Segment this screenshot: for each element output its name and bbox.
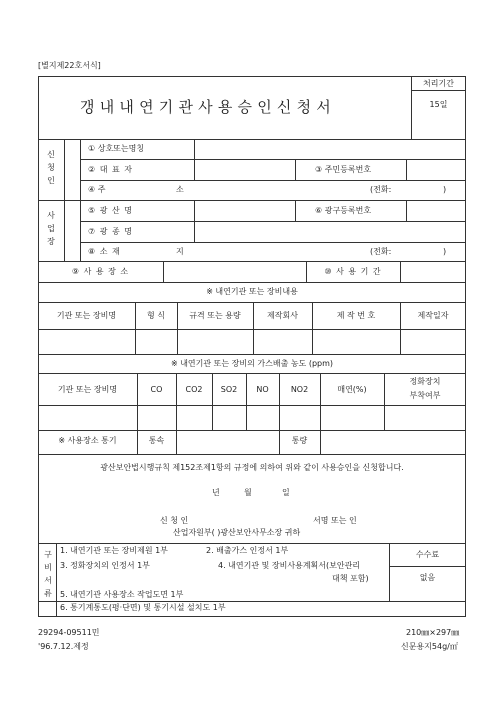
rule-430: [38, 430, 466, 431]
engine-section-heading: ※ 내연기관 또는 장비내용: [206, 287, 298, 296]
side-divider-2: [80, 139, 81, 261]
rule-543: [38, 543, 466, 544]
processing-rule: [411, 90, 466, 91]
phone-close-2: ): [443, 247, 447, 256]
footer-code: 29294-09511민: [38, 628, 100, 637]
rule-139: [38, 139, 466, 140]
applicant-side-label: [45, 148, 57, 187]
rule-329: [38, 329, 466, 330]
eng-col-name: 기관 또는 장비명: [56, 311, 117, 320]
frame-ext-right: [465, 602, 466, 616]
usage-div-3: [400, 261, 401, 282]
ventilation-label: ※ 사용장소 통기: [58, 436, 117, 445]
eng-col-serial: 제 작 번 호: [336, 311, 376, 320]
gas-col-purify-1: 정화장치: [409, 377, 441, 386]
gas-div-2: [176, 373, 177, 430]
usage-place-label: ⑨ 사 용 장 소: [71, 267, 130, 276]
site-side-label: [45, 209, 57, 248]
field-representative: ② 대 표 자: [88, 165, 133, 174]
eng-div-1: [135, 302, 136, 354]
ventilation-outflow: 통량: [291, 436, 308, 445]
gas-section-heading: ※ 내연기관 또는 장비의 가스배출 농도 (ppm): [170, 359, 334, 368]
doc-6: 6. 통기계통도(평·단면) 및 통기시설 설치도 1부: [60, 603, 226, 612]
col-295a: [295, 159, 296, 180]
eng-col-spec: 규격 또는 용량: [189, 311, 241, 320]
gas-col-name: 기관 또는 장비명: [57, 385, 118, 394]
col-406b: [406, 200, 407, 221]
gas-col-no: NO: [256, 385, 269, 394]
gas-div-6: [320, 373, 321, 430]
rule-405: [38, 405, 466, 406]
field-location-label: ⑧ 소 재: [88, 247, 121, 256]
rule-242: [80, 242, 466, 243]
rule-180: [80, 180, 466, 181]
docs-side-divider: [56, 543, 57, 602]
date-day: 일: [282, 488, 290, 497]
form-title: 갱내내연기관사용승인신청서: [80, 98, 336, 116]
gas-div-1: [137, 373, 138, 430]
doc-1: 1. 내연기관 또는 장비제원 1부: [60, 546, 168, 555]
gas-col-co2: CO2: [185, 385, 203, 394]
signature-applicant: 신 청 인: [160, 516, 189, 525]
rule-159: [80, 159, 466, 160]
date-month: 월: [244, 488, 252, 497]
footer-size: 210㎜×297㎜: [406, 628, 460, 637]
fee-label: 수수료: [415, 550, 440, 559]
eng-div-5: [400, 302, 401, 354]
gas-col-no2: NO2: [290, 385, 309, 394]
vent-div-2: [176, 430, 177, 454]
field-mining-reg-number: ⑥ 광구등록번호: [315, 206, 372, 215]
gas-div-4: [246, 373, 247, 430]
gas-col-purify-2: 부착여부: [409, 391, 441, 400]
eng-col-type: 형 식: [147, 311, 165, 320]
field-location-suffix: 지: [176, 247, 184, 256]
rule-373: [38, 373, 466, 374]
eng-div-4: [312, 302, 313, 354]
addressee: 산업자원부( )광산보안사무소장 귀하: [173, 528, 301, 537]
date-year: 년: [212, 488, 220, 497]
gas-col-so2: SO2: [220, 385, 238, 394]
gas-div-3: [212, 373, 213, 430]
field-mineral-name: ⑦ 광 종 명: [88, 227, 133, 236]
doc-4-cont: 대책 포함): [332, 574, 369, 583]
col-295b: [295, 200, 296, 221]
frame-bottom: [38, 616, 466, 617]
eng-div-2: [177, 302, 178, 354]
site-side-text: 사업장: [47, 211, 55, 246]
phone-label-1: (전화:: [370, 185, 392, 194]
processing-value: 15일: [429, 100, 448, 109]
field-resident-number: ③ 주민등록번호: [315, 165, 372, 174]
usage-div-1: [163, 261, 164, 282]
col-406a: [406, 159, 407, 180]
gas-div-5: [279, 373, 280, 430]
doc-5: 5. 내연기관 사용장소 작업도면 1부: [60, 590, 184, 599]
fee-value: 없음: [419, 573, 436, 582]
footer-date: '96.7.12.제정: [38, 642, 89, 651]
col-194b: [194, 200, 195, 242]
rule-221: [80, 221, 466, 222]
form-number: [별지제22호서식]: [38, 61, 101, 70]
rule-454: [38, 454, 466, 455]
signature-sign: 서명 또는 인: [313, 516, 357, 525]
form-frame: [38, 76, 466, 602]
rule-302: [38, 302, 466, 303]
field-address-suffix: 소: [176, 185, 184, 194]
eng-col-date: 제작일자: [417, 311, 449, 320]
application-statement: 광산보안법시행규칙 제152조제1항의 규정에 의하여 위와 같이 사용승인을 신청합니다.: [100, 463, 404, 472]
field-company-name: ① 상호또는명칭: [88, 144, 145, 153]
rule-261: [38, 261, 466, 262]
side-divider: [64, 139, 65, 261]
applicant-side-text: 신청인: [47, 150, 55, 185]
phone-close-1: ): [443, 185, 447, 194]
processing-label: 처리기간: [423, 79, 454, 88]
docs-side-label: [42, 548, 54, 600]
eng-div-3: [253, 302, 254, 354]
frame-ext-mid: [56, 602, 57, 616]
frame-ext-left: [38, 602, 39, 616]
usage-period-label: ⑩ 사 용 기 간: [324, 267, 382, 276]
footer-paper: 신문용지54g/㎡: [401, 642, 458, 651]
eng-col-maker: 제작회사: [267, 311, 298, 320]
field-address-label: ④ 주: [88, 185, 106, 194]
gas-col-co: CO: [150, 385, 163, 394]
doc-3: 3. 정화장치의 인정서 1부: [60, 561, 150, 570]
doc-4: 4. 내연기관 및 장비사용계획서(보안관리: [218, 561, 361, 570]
doc-2: 2. 배출가스 인정서 1부: [206, 546, 289, 555]
gas-col-smoke: 매연(%): [337, 385, 367, 394]
rule-200: [38, 200, 466, 201]
ventilation-inflow: 통속: [148, 436, 165, 445]
col-194a: [194, 139, 195, 180]
rule-282: [38, 282, 466, 283]
fee-rule: [389, 566, 466, 567]
docs-side-text: 구비서류: [44, 550, 52, 598]
field-mine-name: ⑤ 광 산 명: [88, 206, 133, 215]
vent-div-4: [320, 430, 321, 454]
phone-label-2: (전화:: [370, 247, 392, 256]
rule-354: [38, 354, 466, 355]
